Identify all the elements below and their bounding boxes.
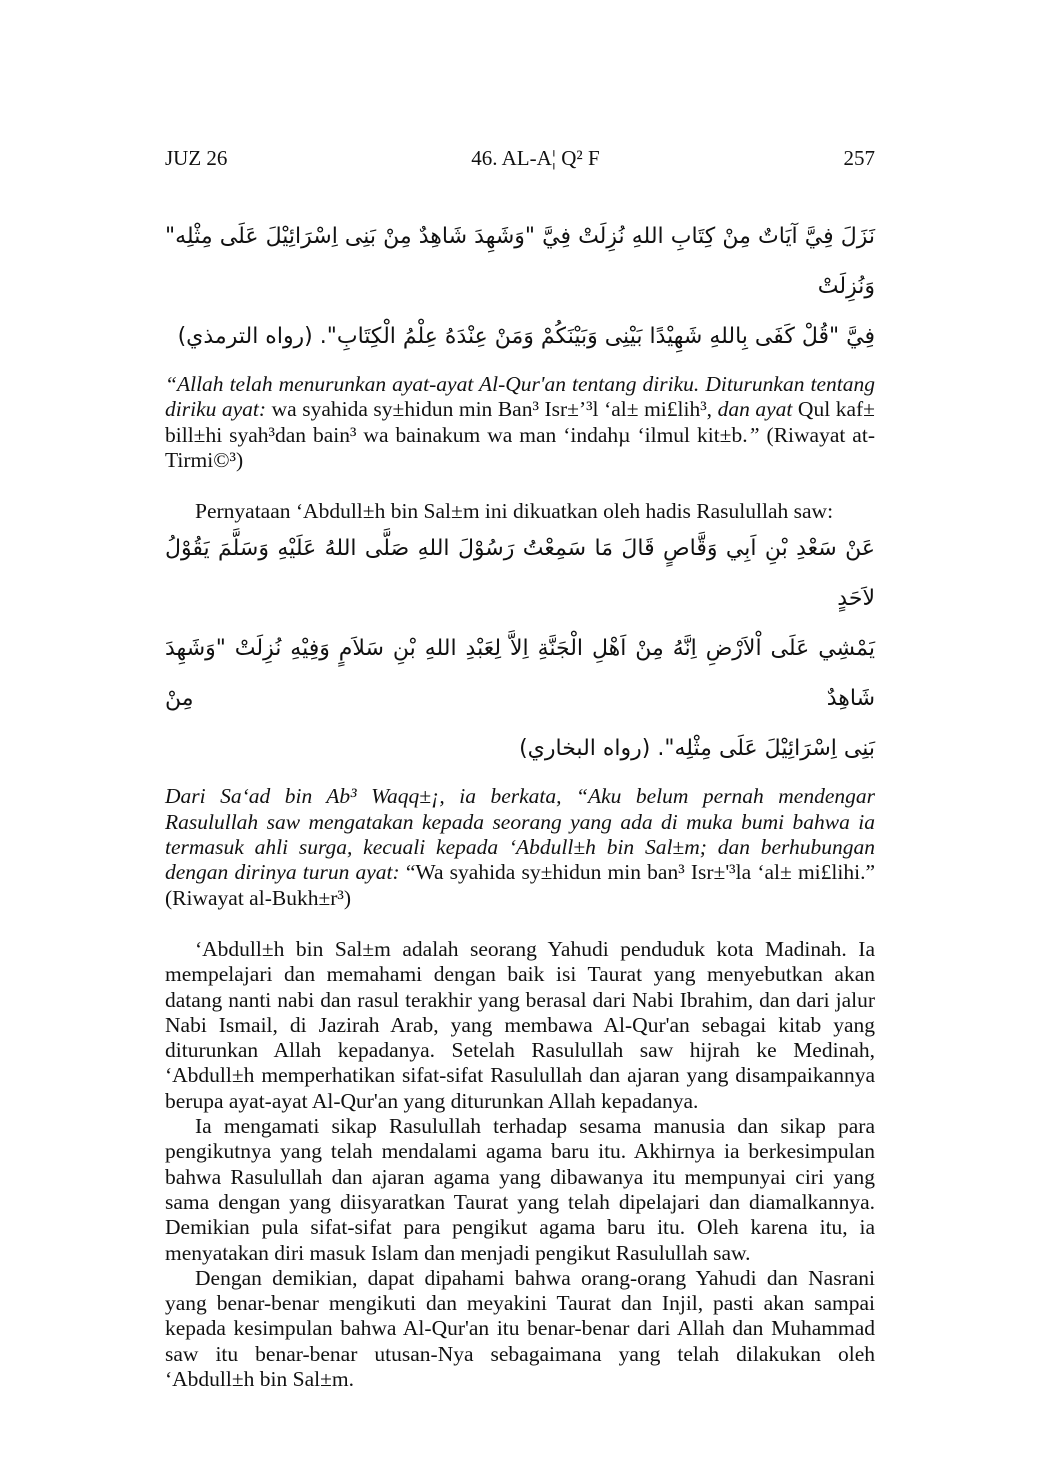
transliteration: Qul kaf± bill±hi syah³dan bain³ wa bainakum wa man ‘indahµ ‘ilmul kit±b. [165, 397, 875, 447]
arabic-line: يَمْشِي عَلَى اْلاَرْضِ اِنَّهُ مِنْ اَهْلِ الْجَنَّةِ اِلاَّ لِعَبْدِ اللهِ بْنِ سَلاَمٍ وَفِيْهِ نُزِلَتْ "وَشَهِدَ شَاهِدٌ مِنْ [165, 636, 875, 712]
page-content [165, 212, 875, 1392]
paragraph: Dengan demikian, dapat dipahami bahwa orang-orang Yahudi dan Nasrani yang benar-benar mengikuti dan meyakini Taurat dan Injil, pasti akan sampai kepada kesimpulan bahwa Al-Qur'an itu benar-benar dari Allah dan Muhammad saw itu benar-benar utusan-Nya sebagaimana yang telah dilakukan oleh ‘Abdull±h bin Sal±m. [165, 1265, 875, 1392]
arabic-hadith-tirmidhi [165, 212, 875, 362]
running-header [165, 145, 875, 171]
translation-text: “Allah telah menurunkan ayat-ayat Al-Qur'an tentang diriku. Diturunkan tentang diriku ayat: [165, 372, 875, 422]
transliteration: wa syahida sy±hidun min Ban³ Isr±’³l ‘al± mi£lih³, [266, 397, 713, 422]
juz-label: JUZ 26 [165, 146, 228, 170]
arabic-line: بَنِى اِسْرَائِيْلَ عَلَى مِثْلِه". (رواه البخاري) [519, 736, 875, 762]
arabic-hadith-bukhari [165, 524, 875, 774]
paragraph: ‘Abdull±h bin Sal±m adalah seorang Yahudi penduduk kota Madinah. Ia mempelajari dan memahami dengan baik isi Taurat yang menyebutkan akan datang nanti nabi dan rasul terakhir yang berasal dari Nabi Ibrahim, dan dari jalur Nabi Ismail, di Jazirah Arab, yang membawa Al-Qur'an sebagai kitab yang diturunkan Allah kepadanya. Setelah Rasulullah saw hijrah ke Medinah, ‘Abdull±h memperhatikan sifat-sifat Rasulullah dan ajaran yang disampaikannya berupa ayat-ayat Al-Qur'an yang diturunkan Allah kepadanya. [165, 936, 875, 1113]
transliteration: “Wa syahida sy±hidun min ban³ Isr±'³la ‘al± mi£lihi.” (Riwayat al-Bukh±r³) [165, 860, 875, 910]
source-citation: (Riwayat at-Tirmi©³) [165, 422, 875, 472]
translation-text: dan ayat [712, 397, 793, 422]
surah-title: 46. AL-A¦ Q² F [471, 146, 600, 170]
intro-sentence: Pernyataan ‘Abdull±h bin Sal±m ini dikuatkan oleh hadis Rasulullah saw: [195, 499, 834, 524]
arabic-line: فِيَّ "قُلْ كَفَى بِاللهِ شَهِيْدًا بَيْنِى وَبَيْنَكُمْ وَمَنْ عِنْدَهُ عِلْمُ الْكِتَابِ". (رواه الترمذي) [177, 324, 875, 349]
body-text [165, 937, 875, 1392]
translation-bukhari [165, 784, 875, 910]
paragraph: Ia mengamati sikap Rasulullah terhadap sesama manusia dan sikap para pengikutnya yang telah mendalami agama baru itu. Akhirnya ia berkesimpulan bahwa Rasulullah dan ajaran agama yang dibawanya itu mempunyai ciri yang sama dengan yang diisyaratkan Taurat yang telah dipelajari dan diamalkannya. Demikian pula sifat-sifat para pengikut agama baru itu. Oleh karena itu, ia menyatakan diri masuk Islam dan menjadi pengikut Rasulullah saw. [165, 1114, 875, 1265]
translation-tirmidhi [165, 372, 875, 473]
page-number: 257 [843, 146, 875, 170]
arabic-line: نَزَلَ فِيَّ آيَاتٌ مِنْ كِتَابِ اللهِ نُزِلَتْ فِيَّ "وَشَهِدَ شَاهِدٌ مِنْ بَنِى اِسْرَائِيْلَ عَلَى مِثْلِه" وَنُزِلَتْ [165, 224, 875, 299]
quote-mark: ” [747, 422, 760, 447]
translation-text: Dari Sa‘ad bin Ab³ Waqq±¡, ia berkata, “Aku belum pernah mendengar Rasulullah saw mengatakan kepada seorang yang ada di muka bumi bahwa ia termasuk ahli surga, kecuali kepada ‘Abdull±h bin Sal±m; dan berhubungan dengan dirinya turun ayat: [165, 784, 875, 885]
arabic-line: عَنْ سَعْدِ بْنِ اَبِي وَقَّاصٍ قَالَ مَا سَمِعْتُ رَسُوْلَ اللهِ صَلَّى اللهُ عَلَيْهِ وَسَلَّمَ يَقُوْلُ لاَحَدٍ [165, 536, 875, 612]
